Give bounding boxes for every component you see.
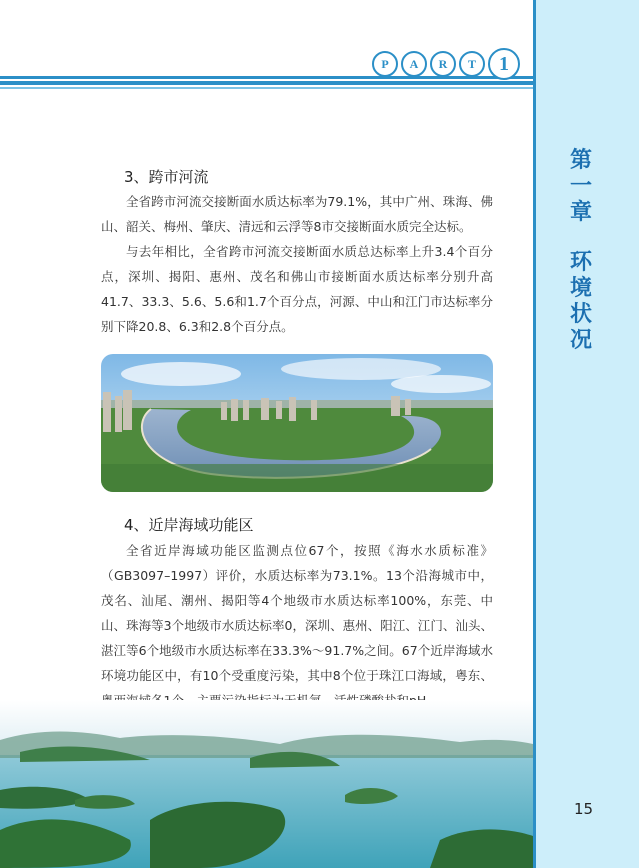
section-body-rivers <box>101 189 493 339</box>
lake-islands-photo <box>0 700 533 868</box>
part-badge <box>372 48 520 80</box>
chapter-char: 章 <box>569 200 592 225</box>
part-letter-t: T <box>459 51 485 77</box>
chapter-char: 第 <box>569 148 592 173</box>
paragraph: 与去年相比，全省跨市河流交接断面水质总达标率上升3.4个百分点，深圳、揭阳、惠州、茂名和佛山市接断面水质达标率分别升高41.7、33.3、5.6、5.6和1.7个百分点，河源、中山和江门市达标率分别下降20.8、6.3和2.8个百分点。 <box>101 244 493 334</box>
section-heading-rivers: 3、跨市河流 <box>124 168 209 186</box>
part-letter-r: R <box>430 51 456 77</box>
page-number: 15 <box>574 800 594 818</box>
chapter-sidebar <box>533 0 639 868</box>
river-photo <box>101 354 493 492</box>
paragraph: 全省跨市河流交接断面水质达标率为79.1%，其中广州、珠海、佛山、韶关、梅州、肇庆、清远和云浮等8市交接断面水质完全达标。 <box>101 194 493 234</box>
part-number: 1 <box>488 48 520 80</box>
paragraph: 全省近岸海域功能区监测点位67个，按照《海水水质标准》（GB3097–1997）评价，水质达标率为73.1%。13个沿海城市中，茂名、汕尾、潮州、揭阳等4个地级市水质达标率100%，东莞、中山、珠海等3个地级市水质达标率0，深圳、惠州、阳江、江门、汕头、湛江等6个地级市水质达标率在33.3%～91.7%之间。67个近岸海域水环境功能区中，有10个受重度污染，其中8个位于珠江口海域，粤东、 <box>101 543 493 683</box>
chapter-char: 况 <box>569 328 592 353</box>
sidebar-edge-strip <box>533 0 536 868</box>
chapter-char: 状 <box>569 302 592 327</box>
section-body-coastal <box>101 538 493 713</box>
section-heading-coastal: 4、近岸海域功能区 <box>124 516 254 534</box>
chapter-char: 境 <box>569 276 592 301</box>
chapter-char: 环 <box>569 250 592 275</box>
chapter-title <box>553 148 609 354</box>
chapter-char: 一 <box>569 174 592 199</box>
part-letter-a: A <box>401 51 427 77</box>
part-letter-p: P <box>372 51 398 77</box>
